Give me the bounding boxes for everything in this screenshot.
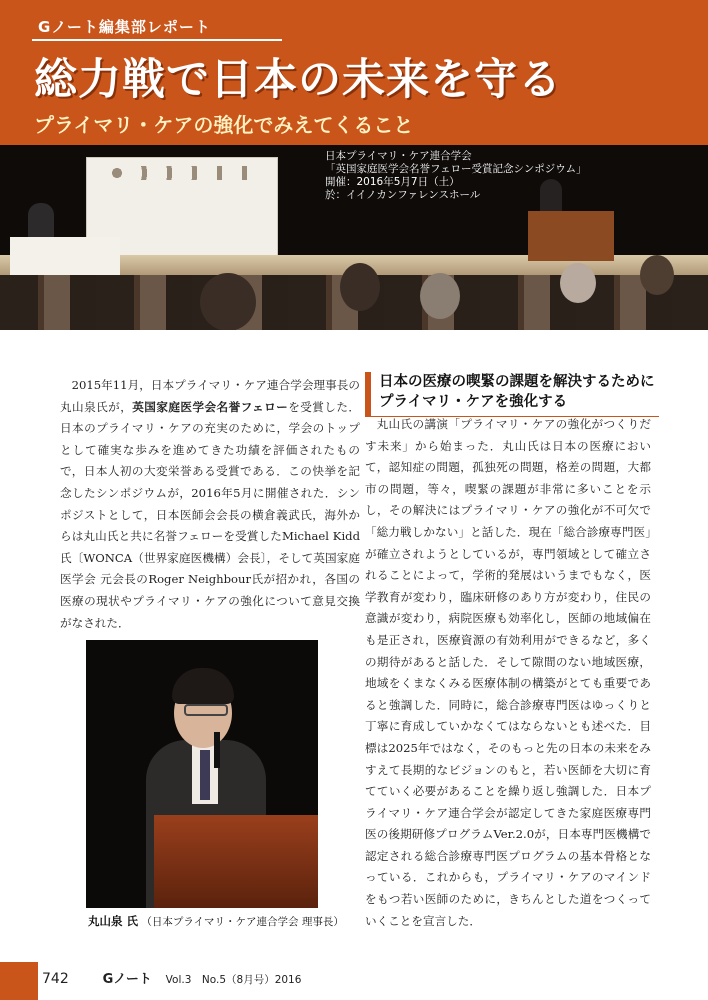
issue-info: Vol.3 No.5（8月号）2016 [165,974,302,986]
event-info [325,150,587,202]
header-band [0,0,708,145]
lectern [154,815,318,908]
event-venue: 於：イイノカンファレンスホール [325,189,481,201]
event-date: 開催：2016年5月7日（土） [325,176,460,188]
portrait-name: 丸山泉 氏 [88,914,139,928]
event-photo [0,145,708,330]
section-heading: 日本の医療の喫緊の課題を解決するためにプライマリ・ケアを強化する [365,372,659,417]
footer-accent-bar [0,962,38,1000]
section-tag: Gノート編集部レポート [38,18,211,36]
footer [42,968,301,987]
portrait-affiliation: （日本プライマリ・ケア連合学会 理事長） [141,916,344,928]
stage-podium [528,211,614,261]
panelist-figure [28,203,54,241]
portrait-caption [88,913,344,929]
event-name: 「英国家庭医学会名誉フェロー受賞記念シンポジウム」 [325,163,587,175]
journal-name: Gノート [102,972,152,987]
microphone-icon [214,732,220,768]
section-body: 丸山氏の講演「プライマリ・ケアの強化がつくりだす未来」から始まった．丸山氏は日本の医療において，認知症の問題，孤独死の問題，格差の問題，大都市の問題，等々，喫緊の課題が非常に多いことを示し，その解決にはプライマリ・ケアの強化が不可欠で「総力戦しかない」と話した．現在「総合診療専門医」が確立されようとしているが，専門領域として確立されることによって，学術的発展はいうまでもなく，医学教育が変わり，臨床研修のあり方が変わり，住民の意識が変わり，病院医療も効率化し，医師の地域偏在も是正され，医療資源の有効利用ができるなど，多くの期待があると話した．そして隙間のない地域医療，地域をくまなくみる医療体制の構築がとても重要であると強調した．同時に，総合診療専門医はゆっくりと丁寧に育成していかなくてはならないとも述べた．目標は2025年ではなく，そのもっと先の日本の未来をみすえて長期的なビジョンのもと，若い医師を大切に育てていく必要があることを繰り返し強調した．日本プライマリ・ケア連合学会が認定してきた家庭医療専門医の後期研修プログラムVer.2.0が，日本専門医機構で認定される総合診療専門医プログラムの基本骨格となっている．これからも，プライマリ・ケアのマインドをもつ若い医師のために，きちんとした道をつくっていくことを宣言した． [365,417,651,928]
event-organizer: 日本プライマリ・ケア連合学会 [325,150,472,162]
page-subtitle: プライマリ・ケアの強化でみえてくること [34,113,414,137]
page-title: 総力戦で日本の未来を守る [34,55,562,105]
tag-underline [32,39,282,41]
award-name: 英国家庭医学会名誉フェロー [132,399,289,414]
speaker-portrait [86,640,318,908]
page-number: 742 [42,971,69,987]
intro-paragraph: 2015年11月，日本プライマリ・ケア連合学会理事長の丸山泉氏が，英国家庭医学会名誉フェローを受賞した．日本のプライマリ・ケアの充実のために，学会のトップとして確実な歩みを進めてきた功績を評価されたもので，日本人初の大変栄誉ある受賞である．この快挙を記念したシンポジウムが，2016年5月に開催された．シンポジストとして，日本医師会会長の横倉義武氏，海外からは丸山氏と共に名誉フェローを受賞したMichael Kidd氏〔WONCA（世界家庭医機構）会長〕，そして英国家庭医学会 元会長のRoger Neighbour氏が招かれ，各国の医療の現状やプライマリ・ケアの強化について意見交換がなされた． [60,378,360,630]
